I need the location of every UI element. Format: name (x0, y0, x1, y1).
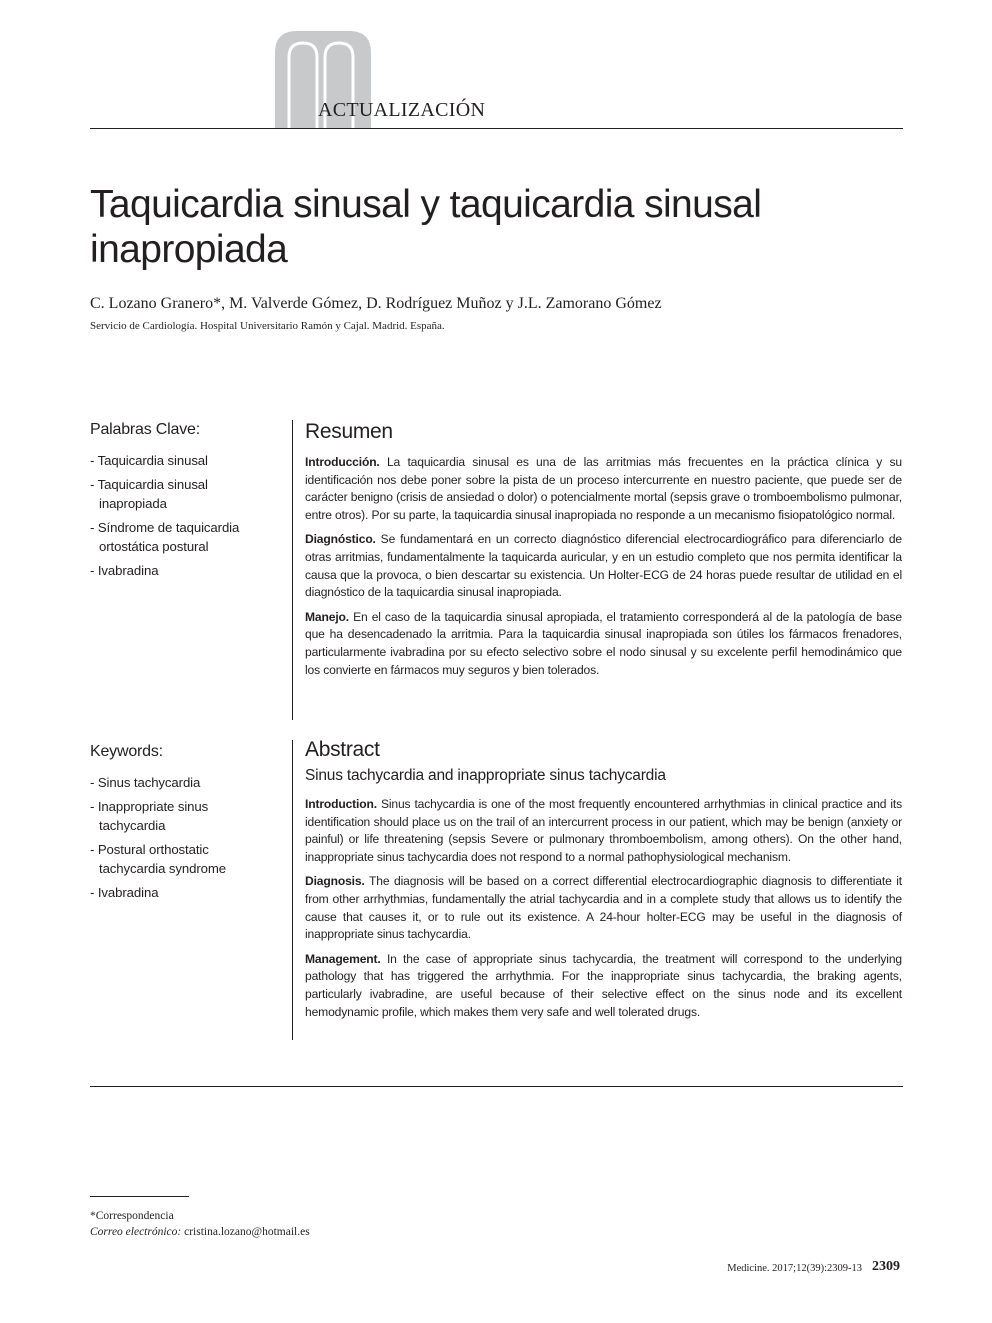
keyword-item: - Postural orthostatic tachycardia syndrome (90, 842, 227, 876)
keywords-es-list (90, 451, 270, 585)
footnote-correspondence: *Correspondencia (90, 1210, 174, 1222)
keyword-item: - Síndrome de taquicardia ortostática postural (90, 520, 240, 554)
abstract-bottom-rule (90, 1086, 903, 1087)
email-address[interactable]: cristina.lozano@hotmail.es (181, 1226, 310, 1238)
keywords-en-list (90, 773, 270, 907)
resumen-paragraph: Manejo. En el caso de la taquicardia sinusal apropiada, el tratamiento corresponderá al de la patología de base que ha desencadenado la arritmia. Para la taquicardia sinusal inapropiada son útiles los fármacos frenadores, particularmente ivabradina por su efecto selectivo sobre el nodo sinusal y su excelente perfil hemodinámico que los convierte en fármacos muy seguros y bien tolerados. (305, 609, 902, 677)
abstract-subtitle: Sinus tachycardia and inappropriate sinus tachycardia (305, 767, 666, 784)
resumen-paragraph: Diagnóstico. Se fundamentará en un correcto diagnóstico diferencial electrocardiográfico para diferenciarlo de otras arritmias, fundamentalmente la taquicarda auricular, y en un estudio completo que nos permita identificar la causa que la provoca, o bien descartar su existencia. Un Holter-ECG de 24 horas puede resultar de utilidad en el diagnóstico de la taquicardia sinusal inapropiada. (305, 532, 902, 600)
article-title: Taquicardia sinusal y taquicardia sinusal inapropiada (90, 183, 762, 271)
keyword-item: - Taquicardia sinusal inapropiada (90, 477, 208, 511)
abstract-heading: Abstract (305, 738, 380, 761)
footnote-email (90, 1226, 310, 1238)
abstract-paragraph: Management. In the case of appropriate sinus tachycardia, the treatment will correspond to the underlying pathology that has triggered the arrhythmia. For the inappropriate sinus tachycardia, the braking agents, particularly ivabradine, are useful because of their selective effect on the sinus node and its excellent hemodynamic profile, which makes them very safe and well tolerated drugs. (305, 951, 902, 1019)
article-authors: C. Lozano Granero*, M. Valverde Gómez, D. Rodríguez Muñoz y J.L. Zamorano Gómez (90, 295, 662, 312)
keyword-item: - Ivabradina (90, 885, 159, 900)
keyword-item: - Ivabradina (90, 563, 159, 578)
abstract-paragraph: Diagnosis. The diagnosis will be based on a correct differential electrocardiographic diagnosis to differentiate it from other arrhythmias, fundamentally the atrial tachycardia and in a complete study that allows us to identify the cause that causes it, or to rule out its existence. A 24-hour holter-ECG may be useful in the diagnosis of inappropriate sinus tachycardia. (305, 874, 902, 942)
email-label: Correo electrónico: (90, 1226, 182, 1238)
article-affiliation: Servicio de Cardiología. Hospital Universitario Ramón y Cajal. Madrid. España. (90, 320, 445, 332)
resumen-paragraph: Introducción. La taquicardia sinusal es una de las arritmias más frecuentes en la práctica clínica y su identificación nos debe poner sobre la pista de un proceso intercurrente en nuestro paciente, que puede ser de carácter benigno (crisis de ansiedad o dolor) o potencialmente mortal (sepsis grave o tromboembolismo pulmonar, entre otros). Por su parte, la taquicardia sinusal inapropiada no responde a un mecanismo fisiopatológico normal. (305, 455, 902, 522)
abstract-body (305, 796, 902, 1028)
header-rule (90, 128, 903, 129)
column-divider (292, 420, 293, 720)
keywords-en-heading: Keywords: (90, 743, 163, 760)
journal-citation: Medicine. 2017;12(39):2309-13 (727, 1263, 862, 1274)
resumen-body (305, 454, 902, 686)
keyword-item: - Sinus tachycardia (90, 775, 201, 790)
footnote-rule (90, 1196, 189, 1197)
keyword-item: - Taquicardia sinusal (90, 453, 208, 468)
resumen-heading: Resumen (305, 420, 393, 443)
column-divider (292, 740, 293, 1040)
abstract-paragraph: Introduction. Sinus tachycardia is one of the most frequently encountered arrhythmias in clinical practice and its identification should place us on the trail of an intercurrent process in our patient, which may be benign (anxiety or painful) or life threatening (sepsis Severe or pulmonary thromboembolism, among others). On the other hand, inappropriate sinus tachycardia does not respond to a normal pathophysiological mechanism. (305, 797, 902, 864)
keyword-item: - Inappropriate sinus tachycardia (90, 799, 209, 833)
section-label: ACTUALIZACIÓN (318, 99, 486, 121)
keywords-es-heading: Palabras Clave: (90, 421, 200, 438)
page-number: 2309 (872, 1259, 900, 1274)
